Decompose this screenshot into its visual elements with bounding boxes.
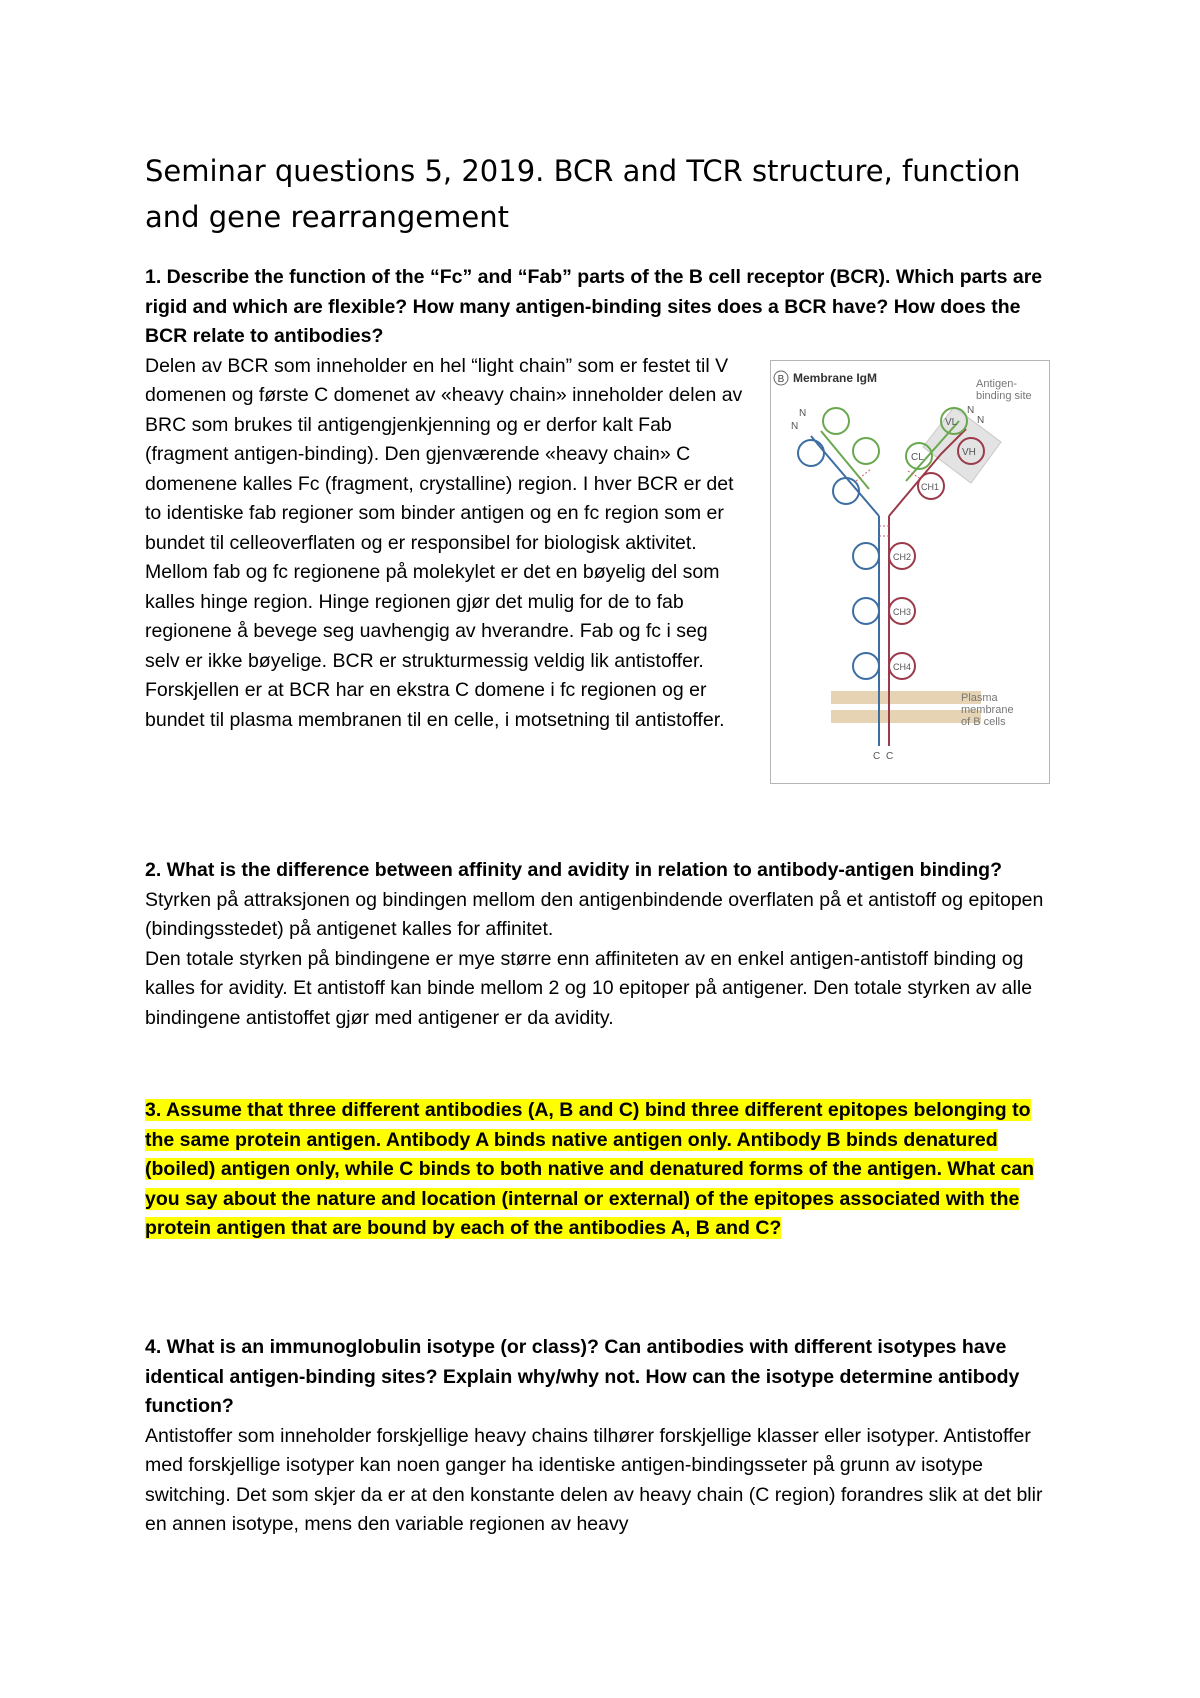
label-ch2: CH2 [893, 552, 912, 562]
question-2-answer-line-1: Styrken på attraksjonen og bindingen mellom den antigenbindende overflaten på et antistoff og epitopen (bindingsstedet) på antigenet kalles for affinitet. [145, 888, 1044, 940]
ch2-left-domain [853, 543, 879, 569]
antigen-site-label-1: Antigen- [976, 378, 1017, 390]
panel-letter: B [777, 374, 785, 385]
label-ch4: CH4 [893, 662, 912, 672]
ch3-left-domain [853, 598, 879, 624]
n-terminus-left-1: N [799, 408, 807, 419]
question-3-heading: 3. Assume that three different antibodies (A, B and C) bind three different epitopes belonging to the same protein antigen. Antibody A binds native antigen only. Antibody B binds denatured (boiled) antigen only, while C binds to both native and denatured forms of the antigen. What can you say about the nature and location (internal or external) of the epitopes associated with the protein antigen that are bound by each of the antibodies A, B and C? [145, 1099, 1035, 1239]
question-4-heading: 4. What is an immunoglobulin isotype (or class)? Can antibodies with different isotypes have identical antigen-binding sites? Explain why/why not. How can the isotype determine antibody function? [145, 1336, 1020, 1417]
membrane-igm-figure [770, 360, 1050, 784]
plasma-membrane-inner [831, 710, 981, 723]
question-2-answer-line-2: Den totale styrken på bindingene er mye større enn affiniteten av en enkel antigen-antistoff binding og kalles for avidity. Et antistoff kan binde mellom 2 og 10 epitoper på antigener. Den totale styrken av alle bindingene antistoffet gjør med antigener er da avidity. [145, 947, 1033, 1029]
cl-left-domain [853, 438, 879, 464]
label-ch1: CH1 [921, 482, 940, 492]
vh-left-domain [798, 440, 824, 466]
antigen-site-label-2: binding site [976, 390, 1032, 402]
question-2 [145, 856, 1065, 1033]
membrane-igm-diagram [771, 361, 1051, 785]
n-terminus-right-1: N [967, 405, 975, 416]
label-vl: VL [945, 417, 958, 428]
question-1-heading: 1. Describe the function of the “Fc” and “Fab” parts of the B cell receptor (BCR). Which parts are rigid and which are flexible? How many antigen-binding sites does a BCR have? How does the BCR relate to antibodies? [145, 266, 1043, 347]
question-4-answer: Antistoffer som inneholder forskjellige heavy chains tilhører forskjellige klasser eller isotyper. Antistoffer med forskjellige isotyper kan noen ganger ha identiske antigen-bindingsseter på grunn av isotype switching. Det som skjer da er at den konstante delen av heavy chain (C region) forandres slik at det blir en annen isotype, mens den variable regionen av heavy [145, 1424, 1043, 1535]
n-terminus-right-2: N [977, 415, 985, 426]
disulfide-bonds [856, 469, 921, 536]
vl-left-domain [823, 408, 849, 434]
question-3 [145, 1096, 1065, 1244]
plasma-membrane-outer [831, 691, 981, 704]
n-terminus-left-2: N [791, 421, 799, 432]
question-1-answer: Delen av BCR som inneholder en hel “light chain” som er festet til V domenen og første C domenet av «heavy chain» inneholder delen av BRC som brukes til antigengjenkjenning og er derfor kalt Fab (fragment antigen-binding). Den gjenværende «heavy chain» C domenene kalles Fc (fragment, crystalline) region. I hver BCR er det to identiske fab regioner som binder antigen og en fc region som er bundet til celleoverflaten og er responsibel for biologisk aktivitet. Mellom fab og fc regionene på molekylet er det en bøyelig del som kalles hinge region. Hinge regionen gjør det mulig for de to fab regionene å bevege seg uavhengig av hverandre. Fab og fc i seg selv er ikke bøyelige. BCR er strukturmessig veldig lik antistoffer. Forskjellen er at BCR har en ekstra C domene i fc regionen og er bundet til plasma membranen til en celle, i motsetning til antistoffer. [145, 354, 743, 731]
membrane-label-3: of B cells [961, 716, 1006, 728]
c-terminus-left: C [873, 751, 881, 762]
label-cl: CL [911, 452, 924, 463]
document-title: Seminar questions 5, 2019. BCR and TCR structure, function and gene rearrangement [145, 154, 1021, 234]
label-ch3: CH3 [893, 607, 912, 617]
ch4-left-domain [853, 653, 879, 679]
ch1-left-domain [833, 478, 859, 504]
panel-title: Membrane IgM [793, 371, 878, 385]
question-2-heading: 2. What is the difference between affinity and avidity in relation to antibody-antigen binding? [145, 859, 1002, 881]
membrane-label-1: Plasma [961, 692, 998, 704]
antigen-binding-site-shape [923, 407, 1001, 483]
membrane-label-2: membrane [961, 704, 1014, 716]
question-4 [145, 1333, 1065, 1540]
c-terminus-right: C [886, 751, 894, 762]
label-vh: VH [962, 447, 976, 458]
